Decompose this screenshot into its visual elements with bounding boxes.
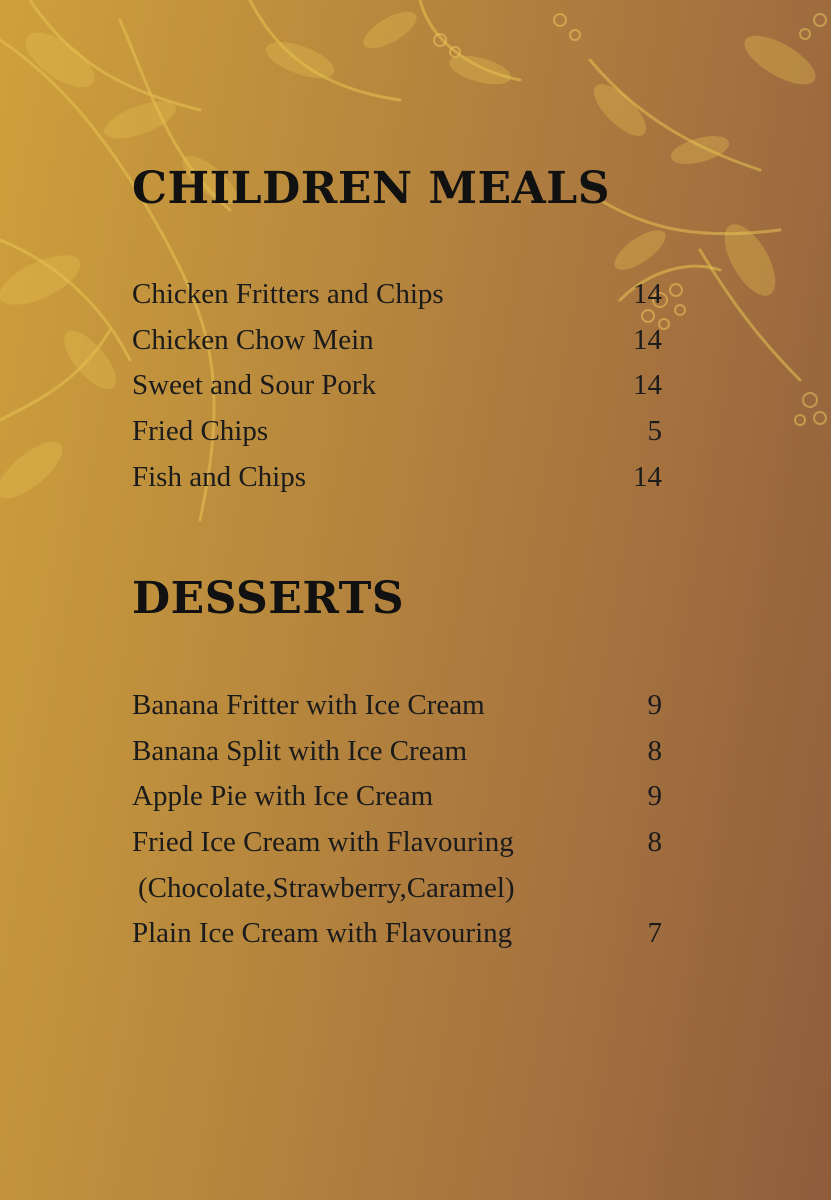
item-price: 8 [647, 826, 662, 859]
menu-item [132, 455, 662, 501]
menu-item [132, 363, 662, 409]
item-price: 14 [633, 460, 662, 493]
item-flavour-options: (Chocolate,Strawberry,Caramel) [138, 871, 515, 904]
item-price: 14 [633, 323, 662, 356]
item-name: Plain Ice Cream with Flavouring [132, 917, 513, 950]
item-name: Fish and Chips [132, 460, 307, 493]
item-price: 9 [647, 689, 662, 721]
menu-item [132, 911, 662, 957]
item-name: Fried Chips [132, 415, 269, 448]
menu-item [132, 272, 662, 318]
item-name: Banana Fritter with Ice Cream [132, 689, 485, 721]
menu-item [132, 729, 662, 775]
children-meals-list [132, 272, 662, 500]
desserts-list [132, 683, 662, 957]
item-price: 14 [633, 278, 662, 310]
item-price: 14 [633, 369, 662, 402]
menu-item [132, 774, 662, 820]
menu-item [132, 683, 662, 729]
item-price: 5 [647, 415, 662, 448]
item-name: Chicken Chow Mein [132, 323, 374, 356]
item-price: 8 [647, 734, 662, 767]
item-name: Fried Ice Cream with Flavouring [132, 826, 514, 859]
item-price: 9 [647, 780, 662, 813]
menu-item [132, 409, 662, 455]
item-price: 7 [647, 917, 662, 950]
menu-item [132, 318, 662, 364]
item-name: Banana Split with Ice Cream [132, 734, 468, 767]
menu-item [132, 820, 662, 866]
item-name: Chicken Fritters and Chips [132, 278, 444, 310]
desserts-title: DESSERTS [132, 573, 405, 624]
children-meals-title: CHILDREN MEALS [132, 163, 611, 214]
item-name: Apple Pie with Ice Cream [132, 780, 434, 813]
menu-item-note [132, 866, 662, 912]
item-name: Sweet and Sour Pork [132, 369, 377, 402]
